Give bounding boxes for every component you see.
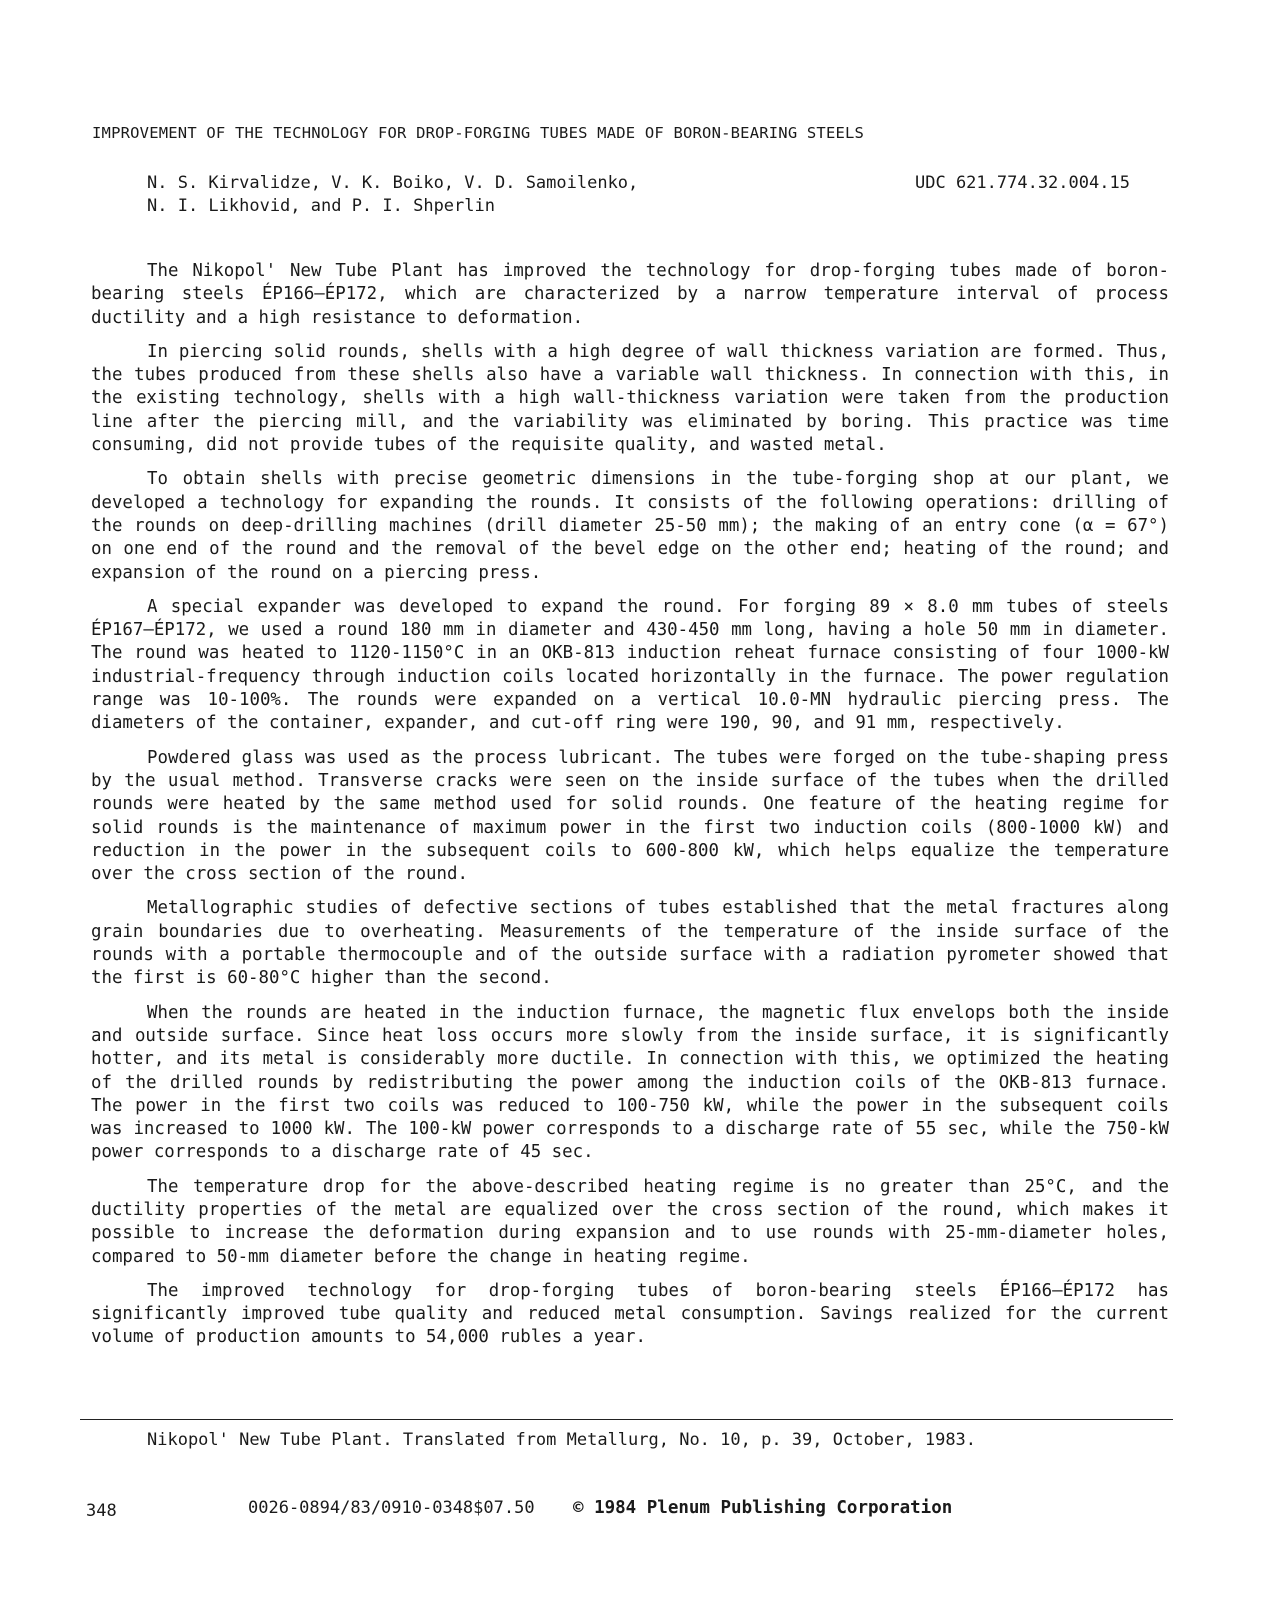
author-line-2: N. I. Likhovid, and P. I. Shperlin <box>147 196 495 216</box>
page-number: 348 <box>86 1501 117 1521</box>
article-body <box>91 260 1169 1361</box>
paragraph-6: Metallographic studies of defective sections of tubes established that the metal fractures along grain boundaries due to overheating. Measurements of the temperature of the inside surface of the rounds with a portable thermocouple and of the outside surface with a radiation pyrometer showed that the first is 60-80°C higher than the second. <box>91 898 1169 989</box>
article-title: IMPROVEMENT OF THE TECHNOLOGY FOR DROP-FORGING TUBES MADE OF BORON-BEARING STEELS <box>92 124 865 142</box>
paragraph-9: The improved technology for drop-forging tubes of boron-bearing steels ÉP166—ÉP172 has significantly improved tube quality and reduced metal consumption. Savings realized for the current volume of production amounts to 54,000 rubles a year. <box>91 1280 1169 1348</box>
footnote: Nikopol' New Tube Plant. Translated from Metallurg, No. 10, p. 39, October, 1983. <box>147 1430 977 1450</box>
publication-code: 0026-0894/83/0910-0348$07.50 <box>248 1498 535 1518</box>
copyright-notice: © 1984 Plenum Publishing Corporation <box>573 1498 953 1518</box>
paragraph-4: A special expander was developed to expand the round. For forging 89 × 8.0 mm tubes of steels ÉP167—ÉP172, we used a round 180 mm in diameter and 430-450 mm long, having a hole 50 mm in diameter. The round was heated to 1120-1150°C in an OKB-813 induction reheat furnace consisting of four 1000-kW industrial-frequency through induction coils located horizontally in the furnace. The power regulation range was 10-100%. The rounds were expanded on a vertical 10.0-MN hydraulic piercing press. The diameters of the container, expander, and cut-off ring were 190, 90, and 91 mm, respectively. <box>91 596 1169 734</box>
paragraph-8: The temperature drop for the above-described heating regime is no greater than 25°C, and the ductility properties of the metal are equalized over the cross section of the round, which makes it possible to increase the deformation during expansion and to use rounds with 25-mm-diameter holes, compared to 50-mm diameter before the change in heating regime. <box>91 1176 1169 1267</box>
udc-code: UDC 621.774.32.004.15 <box>915 173 1130 193</box>
author-line-1: N. S. Kirvalidze, V. K. Boiko, V. D. Samoilenko, <box>147 173 639 193</box>
paragraph-5: Powdered glass was used as the process lubricant. The tubes were forged on the tube-shaping press by the usual method. Transverse cracks were seen on the inside surface of the tubes when the drilled rounds were heated by the same method used for solid rounds. One feature of the heating regime for solid rounds is the maintenance of maximum power in the first two induction coils (800-1000 kW) and reduction in the power in the subsequent coils to 600-800 kW, which helps equalize the temperature over the cross section of the round. <box>91 747 1169 885</box>
footnote-divider <box>80 1419 1173 1420</box>
paragraph-1: The Nikopol' New Tube Plant has improved the technology for drop-forging tubes made of boron-bearing steels ÉP166—ÉP172, which are characterized by a narrow temperature interval of process ductility and a high resistance to deformation. <box>91 261 1169 328</box>
author-list <box>147 172 638 218</box>
paragraph-7: When the rounds are heated in the induction furnace, the magnetic flux envelops both the inside and outside surface. Since heat loss occurs more slowly from the inside surface, it is significantly hotter, and its metal is considerably more ductile. In connection with this, we optimized the heating of the drilled rounds by redistributing the power among the induction coils of the OKB-813 furnace. The power in the first two coils was reduced to 100-750 kW, while the power in the subsequent coils was increased to 1000 kW. The 100-kW power corresponds to a discharge rate of 55 sec, while the 750-kW power corresponds to a discharge rate of 45 sec. <box>91 1002 1169 1163</box>
paragraph-2: In piercing solid rounds, shells with a high degree of wall thickness variation are formed. Thus, the tubes produced from these shells also have a variable wall thickness. In connection with this, in the existing technology, shells with a high wall-thickness variation were taken from the production line after the piercing mill, and the variability was eliminated by boring. This practice was time consuming, did not provide tubes of the requisite quality, and wasted metal. <box>91 341 1169 456</box>
paragraph-3: To obtain shells with precise geometric dimensions in the tube-forging shop at our plant, we developed a technology for expanding the rounds. It consists of the following operations: drilling of the rounds on deep-drilling machines (drill diameter 25-50 mm); the making of an entry cone (α = 67°) on one end of the round and the removal of the bevel edge on the other end; heating of the round; and expansion of the round on a piercing press. <box>91 469 1169 583</box>
